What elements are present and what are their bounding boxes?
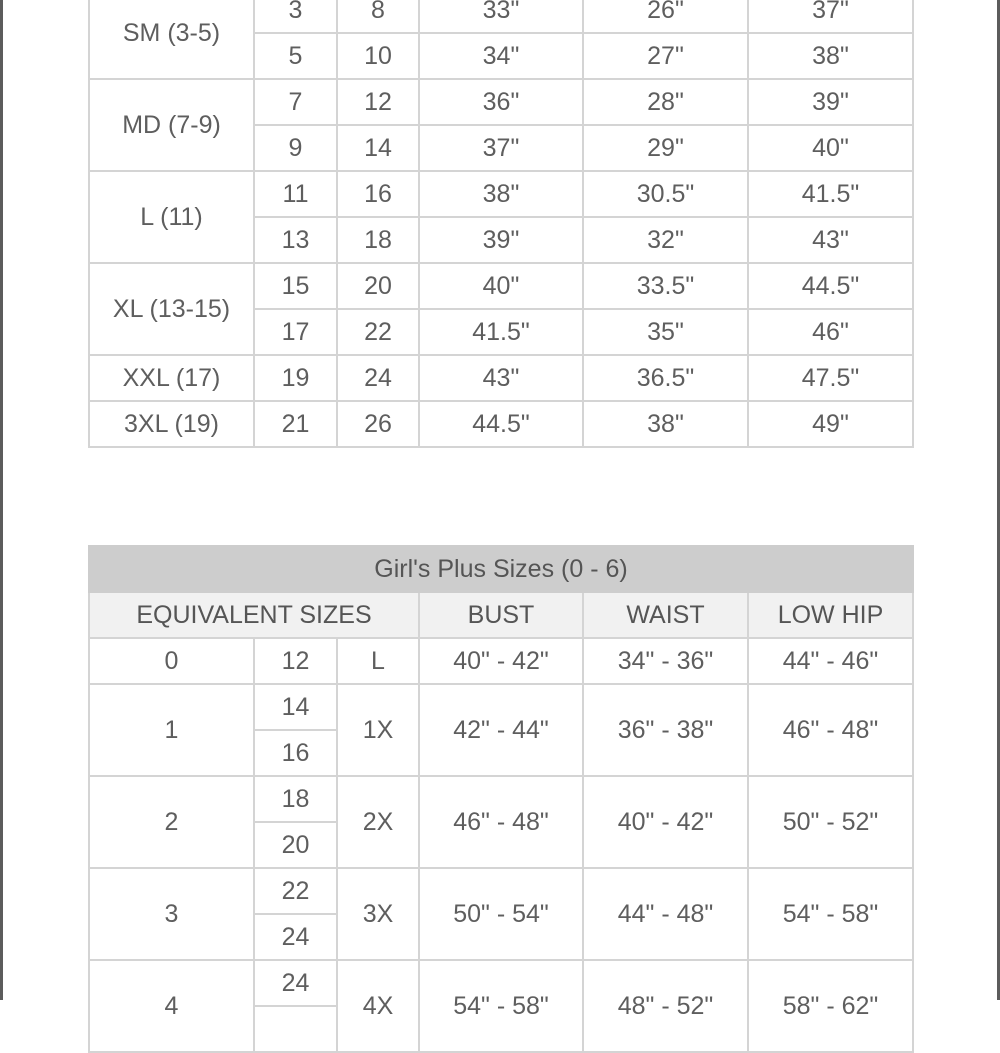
letter-size-cell: 2X [337, 776, 419, 868]
table-row [89, 171, 913, 217]
size-label-cell: SM (3-5) [89, 0, 254, 79]
bust-cell: 44.5" [419, 401, 583, 447]
girls-plus-size-chart-table [88, 545, 914, 1053]
size-number-cell: 7 [254, 79, 337, 125]
size-label-cell: XXL (17) [89, 355, 254, 401]
waist-cell: 35" [583, 309, 748, 355]
bust-cell: 54" - 58" [419, 960, 583, 1052]
bust-cell: 34" [419, 33, 583, 79]
waist-cell: 33.5" [583, 263, 748, 309]
size-number-cell: 10 [337, 33, 419, 79]
plus-size-cell: 2 [89, 776, 254, 868]
hip-cell: 46" [748, 309, 913, 355]
size-number-cell: 11 [254, 171, 337, 217]
size-label-cell: XL (13-15) [89, 263, 254, 355]
letter-size-cell: L [337, 638, 419, 684]
waist-cell: 34" - 36" [583, 638, 748, 684]
waist-cell: 32" [583, 217, 748, 263]
waist-cell: 30.5" [583, 171, 748, 217]
letter-size-cell: 4X [337, 960, 419, 1052]
letter-size-cell: 3X [337, 868, 419, 960]
bust-cell: 50" - 54" [419, 868, 583, 960]
size-number-cell: 9 [254, 125, 337, 171]
waist-cell: 26" [583, 0, 748, 33]
table-row [89, 776, 913, 822]
bust-cell: 40" [419, 263, 583, 309]
waist-cell: 36" - 38" [583, 684, 748, 776]
waist-cell: 48" - 52" [583, 960, 748, 1052]
letter-size-cell: 1X [337, 684, 419, 776]
waist-cell: 28" [583, 79, 748, 125]
numeric-size-cell: 24 [254, 914, 337, 960]
plus-size-cell: 1 [89, 684, 254, 776]
size-number-cell: 15 [254, 263, 337, 309]
bust-cell: 38" [419, 171, 583, 217]
low-hip-header: LOW HIP [748, 592, 913, 638]
size-number-cell: 17 [254, 309, 337, 355]
bust-cell: 46" - 48" [419, 776, 583, 868]
bust-cell: 36" [419, 79, 583, 125]
hip-cell: 50" - 52" [748, 776, 913, 868]
size-label-cell: 3XL (19) [89, 401, 254, 447]
size-number-cell: 12 [337, 79, 419, 125]
left-frame-border [0, 0, 3, 1000]
waist-cell: 29" [583, 125, 748, 171]
hip-cell: 37" [748, 0, 913, 33]
waist-header: WAIST [583, 592, 748, 638]
size-label-cell: MD (7-9) [89, 79, 254, 171]
plus-size-cell: 0 [89, 638, 254, 684]
bust-cell: 40" - 42" [419, 638, 583, 684]
numeric-size-cell: 16 [254, 730, 337, 776]
numeric-size-cell: 22 [254, 868, 337, 914]
size-number-cell: 8 [337, 0, 419, 33]
bust-cell: 37" [419, 125, 583, 171]
hip-cell: 46" - 48" [748, 684, 913, 776]
bust-cell: 33" [419, 0, 583, 33]
waist-cell: 38" [583, 401, 748, 447]
waist-cell: 27" [583, 33, 748, 79]
bust-header: BUST [419, 592, 583, 638]
size-number-cell: 26 [337, 401, 419, 447]
hip-cell: 41.5" [748, 171, 913, 217]
plus-size-cell: 4 [89, 960, 254, 1052]
table-row [89, 355, 913, 401]
bust-cell: 43" [419, 355, 583, 401]
equivalent-sizes-header: EQUIVALENT SIZES [89, 592, 419, 638]
table-row [89, 79, 913, 125]
table-title-row [89, 546, 913, 592]
size-number-cell: 13 [254, 217, 337, 263]
size-label-cell: L (11) [89, 171, 254, 263]
table-title: Girl's Plus Sizes (0 - 6) [89, 546, 913, 592]
hip-cell: 49" [748, 401, 913, 447]
size-number-cell: 24 [337, 355, 419, 401]
size-number-cell: 22 [337, 309, 419, 355]
numeric-size-cell: 20 [254, 822, 337, 868]
girls-size-chart-table [88, 0, 914, 448]
numeric-size-cell [254, 1006, 337, 1052]
hip-cell: 47.5" [748, 355, 913, 401]
size-number-cell: 5 [254, 33, 337, 79]
hip-cell: 58" - 62" [748, 960, 913, 1052]
size-number-cell: 21 [254, 401, 337, 447]
size-number-cell: 18 [337, 217, 419, 263]
table-row [89, 263, 913, 309]
hip-cell: 54" - 58" [748, 868, 913, 960]
hip-cell: 44" - 46" [748, 638, 913, 684]
numeric-size-cell: 12 [254, 638, 337, 684]
size-number-cell: 16 [337, 171, 419, 217]
numeric-size-cell: 14 [254, 684, 337, 730]
table-header-row [89, 592, 913, 638]
hip-cell: 43" [748, 217, 913, 263]
size-number-cell: 20 [337, 263, 419, 309]
hip-cell: 40" [748, 125, 913, 171]
numeric-size-cell: 24 [254, 960, 337, 1006]
table-row [89, 638, 913, 684]
table-row [89, 0, 913, 33]
bust-cell: 41.5" [419, 309, 583, 355]
hip-cell: 44.5" [748, 263, 913, 309]
size-number-cell: 14 [337, 125, 419, 171]
table-row [89, 868, 913, 914]
table-row [89, 960, 913, 1006]
table-row [89, 401, 913, 447]
waist-cell: 36.5" [583, 355, 748, 401]
bust-cell: 39" [419, 217, 583, 263]
bust-cell: 42" - 44" [419, 684, 583, 776]
size-number-cell: 3 [254, 0, 337, 33]
size-number-cell: 19 [254, 355, 337, 401]
table-row [89, 684, 913, 730]
waist-cell: 40" - 42" [583, 776, 748, 868]
numeric-size-cell: 18 [254, 776, 337, 822]
hip-cell: 39" [748, 79, 913, 125]
plus-size-cell: 3 [89, 868, 254, 960]
waist-cell: 44" - 48" [583, 868, 748, 960]
hip-cell: 38" [748, 33, 913, 79]
